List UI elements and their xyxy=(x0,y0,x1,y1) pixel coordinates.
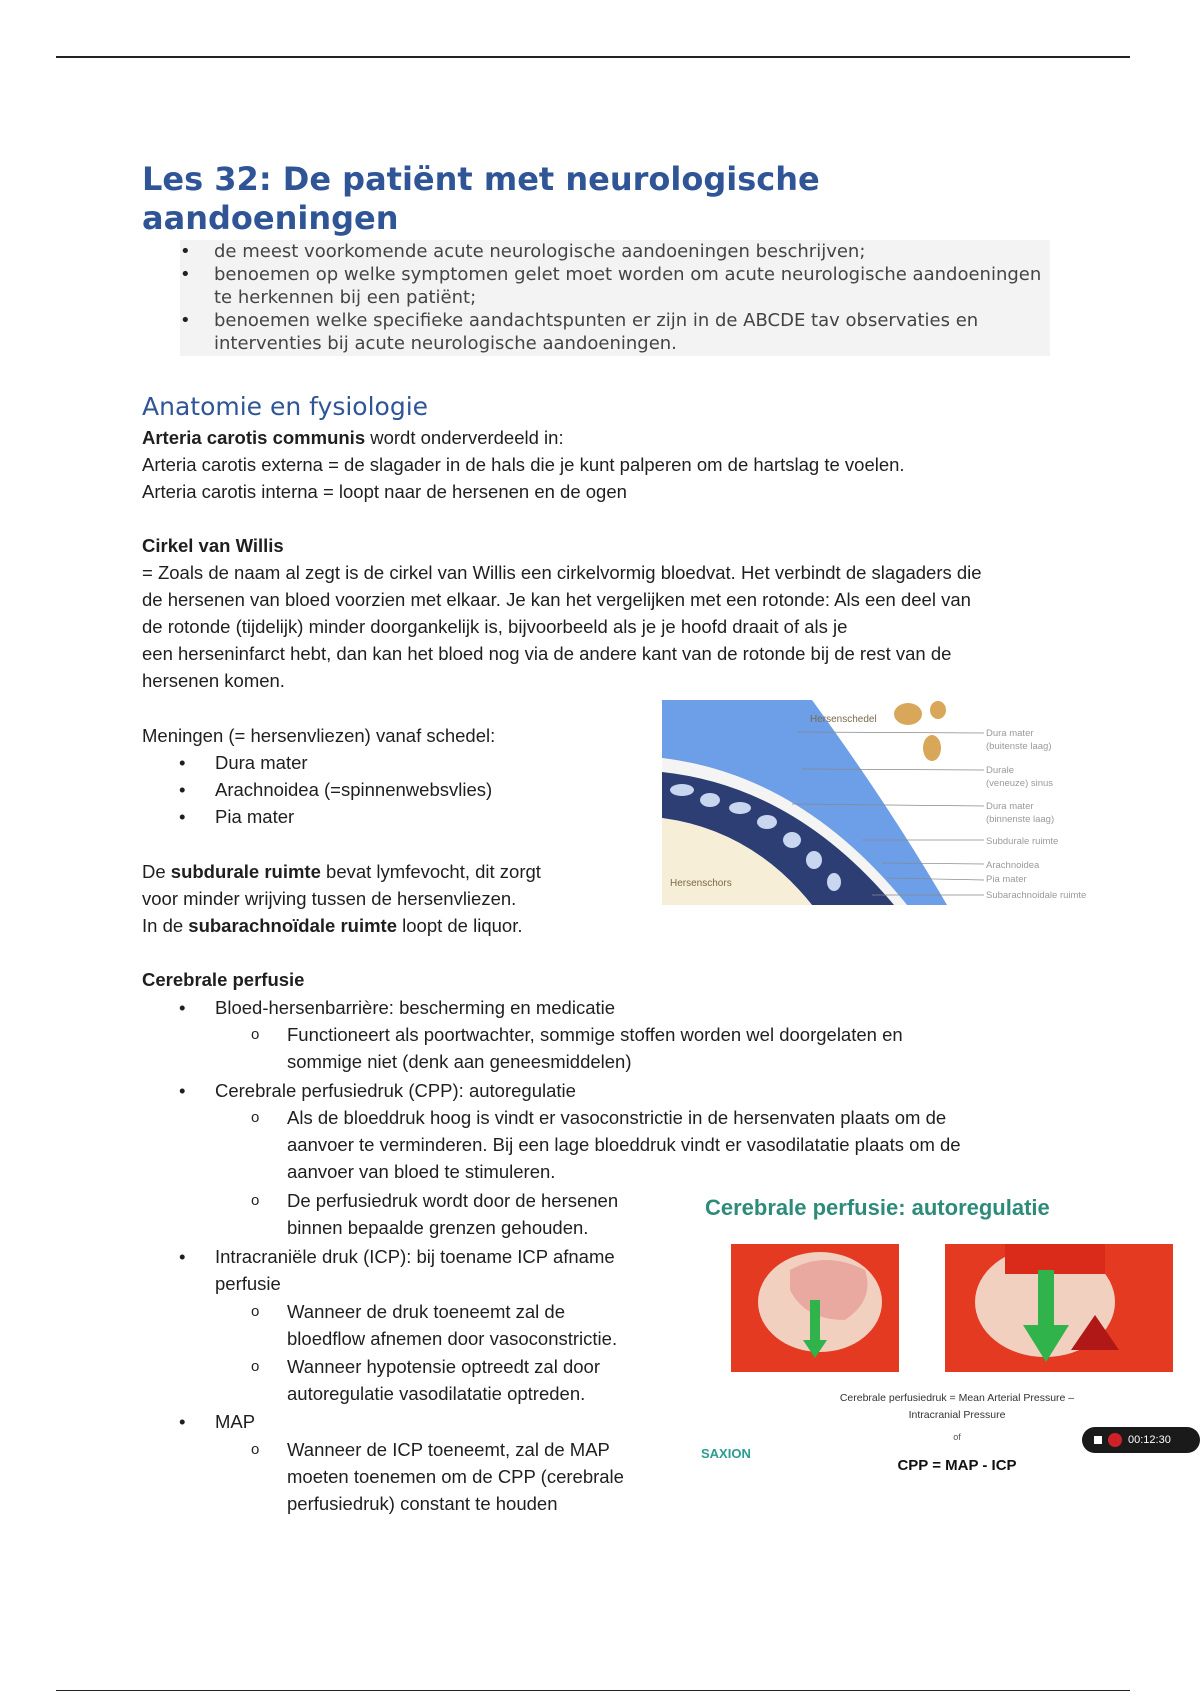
cerebral-subbullet: o De perfusiedruk wordt door de hersenen binnen bepaalde grenzen gehouden. xyxy=(251,1190,619,1238)
recording-badge[interactable] xyxy=(1082,1427,1200,1453)
carotis-interna: Arteria carotis interna = loopt naar de hersenen en de ogen xyxy=(142,481,627,502)
meningen-item: • Dura mater xyxy=(179,752,308,773)
cerebral-subbullet: o Functioneert als poortwachter, sommige stoffen worden wel doorgelaten en sommige niet (denk aan geneesmiddelen) xyxy=(251,1024,903,1072)
diagram-label: Subarachnoidale ruimte xyxy=(986,890,1087,901)
meningen-item-label: Arachnoidea (=spinnenwebsvlies) xyxy=(215,779,493,800)
objective-item: • benoemen welke specifieke aandachtspunten er zijn in de ABCDE tav observaties en interventies bij acute neurologische aandoeningen. xyxy=(180,309,1050,355)
objective-item: • benoemen op welke symptomen gelet moet worden om acute neurologische aandoeningen te herkennen bij een patiënt; xyxy=(180,263,1050,309)
diagram-label: Arachnoidea xyxy=(986,860,1040,871)
meninges-diagram xyxy=(662,700,1117,910)
cerebral-subbullet: o Wanneer hypotensie optreedt zal door autoregulatie vasodilatatie optreden. xyxy=(251,1356,600,1404)
meningen-intro: Meningen (= hersenvliezen) vanaf schedel: xyxy=(142,725,496,746)
stop-icon[interactable] xyxy=(1094,1436,1102,1444)
cerebral-subbullet: o Wanneer de ICP toeneemt, zal de MAP moeten toenemen om de CPP (cerebrale perfusiedruk) constant te houden xyxy=(251,1439,624,1514)
slide-formula: CPP = MAP - ICP xyxy=(897,1457,1017,1474)
diagram-label: Subdurale ruimte xyxy=(986,836,1059,847)
diagram-label: (veneuze) sinus xyxy=(986,778,1054,789)
cerebral-bullet: • MAP xyxy=(179,1411,256,1432)
meningen-item: • Arachnoidea (=spinnenwebsvlies) xyxy=(179,779,493,800)
recording-time: 00:12:30 xyxy=(1128,1434,1171,1446)
diagram-label: (binnenste laag) xyxy=(986,814,1055,825)
subdural-text: De subdurale ruimte bevat lymfevocht, dit zorgt xyxy=(142,861,541,882)
cerebral-subbullet: o Als de bloeddruk hoog is vindt er vasoconstrictie in de hersenvaten plaats om de aanvoer te verminderen. Bij een lage bloeddruk vindt er vasodilatatie plaats om de aanvoer van bloed te stimuleren. xyxy=(251,1107,961,1182)
diagram-top-label: Hersenschedel xyxy=(810,714,877,725)
subdural-term: subdurale ruimte xyxy=(170,861,321,882)
subarachnoid-text: In de subarachnoïdale ruimte loopt de liquor. xyxy=(142,915,523,936)
diagram-label: Pia mater xyxy=(986,874,1027,885)
cerebral-bullet: • Bloed-hersenbarrière: bescherming en medicatie xyxy=(179,997,616,1018)
cerebral-bullet: • Cerebrale perfusiedruk (CPP): autoregulatie xyxy=(179,1080,576,1101)
page-title: Les 32: De patiënt met neurologische aandoeningen xyxy=(142,160,820,237)
meningen-item-label: Pia mater xyxy=(215,806,295,827)
diagram-label: Dura mater xyxy=(986,801,1034,812)
carotis-term: Arteria carotis communis xyxy=(142,427,366,448)
carotis-rest: wordt onderverdeeld in: xyxy=(365,427,564,448)
willis-line: de hersenen van bloed voorzien met elkaar. Je kan het vergelijken met een rotonde: Als een deel van xyxy=(142,589,971,610)
slide-or: of xyxy=(953,1432,961,1442)
diagram-bottom-label: Hersenschors xyxy=(670,878,732,889)
bottom-rule xyxy=(56,1690,1130,1691)
diagram-label: Durale xyxy=(986,765,1014,776)
willis-line: de rotonde (tijdelijk) minder doorgankelijk is, bijvoorbeeld als je je hoofd draait of als je xyxy=(142,616,848,637)
meningen-item: • Pia mater xyxy=(179,806,295,827)
cerebral-subbullet: o Wanneer de druk toeneemt zal de bloedflow afnemen door vasoconstrictie. xyxy=(251,1301,618,1349)
meningen-item-label: Dura mater xyxy=(215,752,308,773)
diagram-label: Dura mater xyxy=(986,728,1034,739)
willis-heading: Cirkel van Willis xyxy=(142,535,284,556)
cerebral-heading: Cerebrale perfusie xyxy=(142,969,305,990)
subdural-text-2: voor minder wrijving tussen de hersenvliezen. xyxy=(142,888,517,909)
willis-line: hersenen komen. xyxy=(142,670,285,691)
slide-caption: Intracranial Pressure xyxy=(908,1409,1006,1421)
objective-item: • de meest voorkomende acute neurologische aandoeningen beschrijven; xyxy=(180,240,1050,263)
carotis-intro xyxy=(142,424,1062,451)
section-heading: Anatomie en fysiologie xyxy=(142,392,429,421)
saxion-logo: SAXION xyxy=(701,1446,751,1461)
diagram-label: (buitenste laag) xyxy=(986,741,1052,752)
learning-objectives xyxy=(180,240,1050,356)
slide-caption: Cerebrale perfusiedruk = Mean Arterial Pressure – xyxy=(839,1392,1075,1404)
top-rule xyxy=(56,56,1130,58)
slide-title: Cerebrale perfusie: autoregulatie xyxy=(705,1195,1050,1220)
subarachnoid-term: subarachnoïdale ruimte xyxy=(188,915,397,936)
willis-line: een herseninfarct hebt, dan kan het bloed nog via de andere kant van de rotonde bij de rest van de xyxy=(142,643,952,664)
record-icon xyxy=(1108,1433,1122,1447)
cerebral-bullet: • Intracraniële druk (ICP): bij toename ICP afname perfusie xyxy=(179,1246,615,1294)
carotis-externa: Arteria carotis externa = de slagader in de hals die je kunt palperen om de hartslag te voelen. xyxy=(142,454,905,475)
willis-line: = Zoals de naam al zegt is de cirkel van Willis een cirkelvormig bloedvat. Het verbindt de slagaders die xyxy=(142,562,982,583)
